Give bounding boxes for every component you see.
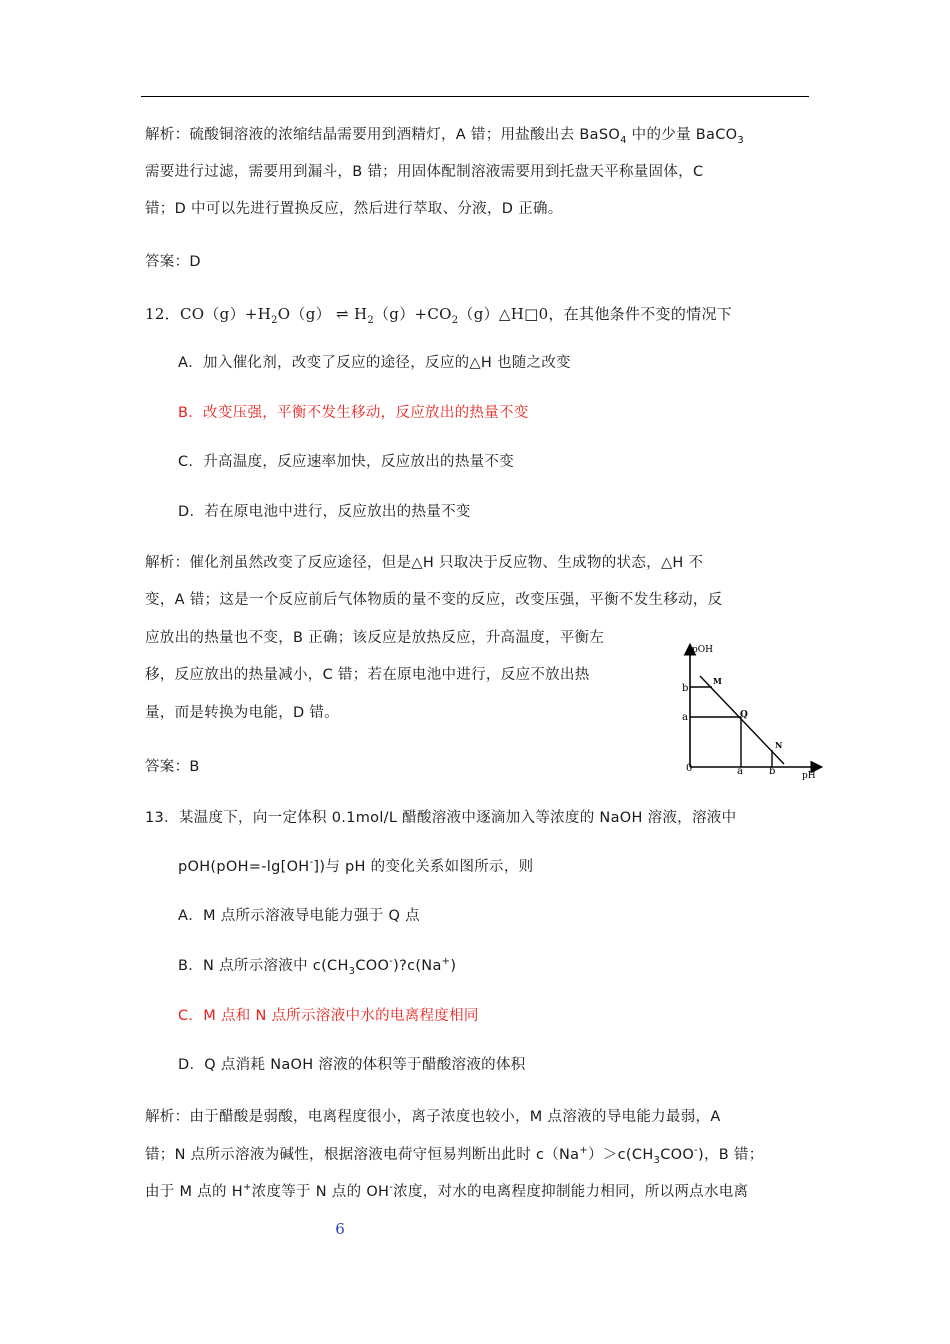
explanation-12-line-1: 解析：催化剂虽然改变了反应途径，但是△H 只取决于反应物、生成物的状态，△H 不 xyxy=(145,555,704,571)
header-rule xyxy=(141,96,809,97)
question-13-option-b: B．N 点所示溶液中 $c(CH_3COO^-)?c(Na^+)$ xyxy=(178,956,457,977)
y-tick-a: a xyxy=(682,712,688,723)
question-12-option-b: B．改变压强，平衡不发生移动，反应放出的热量不变 xyxy=(178,405,529,421)
question-13-stem-line-2: pOH(pOH=-lg[OH-])与 pH 的变化关系如图所示，则 xyxy=(178,857,534,875)
point-n-label: N xyxy=(775,740,783,750)
point-m-label: M xyxy=(713,676,722,686)
explanation-12-line-4: 移，反应放出的热量减小，C 错；若在原电池中进行，反应不放出热 xyxy=(145,667,590,683)
question-12-option-d: D．若在原电池中进行，反应放出的热量不变 xyxy=(178,504,471,520)
page-number: 6 xyxy=(335,1220,345,1238)
answer-12: 答案：B xyxy=(145,759,200,775)
x-axis-label: pH xyxy=(802,771,816,781)
explanation-13-line-2: 错；N 点所示溶液为碱性，根据溶液电荷守恒易判断出此时 $c(Na^+)>c(CH_3COO^-)$，B 错； xyxy=(145,1145,764,1166)
origin-label: 0 xyxy=(686,763,693,774)
question-12-option-a: A．加入催化剂，改变了反应的途径，反应的△H 也随之改变 xyxy=(178,355,571,371)
question-13-option-c: C．M 点和 N 点所示溶液中水的电离程度相同 xyxy=(178,1008,479,1024)
poh-ph-graph xyxy=(678,640,826,782)
question-13-option-a: A．M 点所示溶液导电能力强于 Q 点 xyxy=(178,908,420,924)
explanation-12-line-3: 应放出的热量也不变，B 正确；该反应是放热反应，升高温度，平衡左 xyxy=(145,630,605,646)
explanation-11-line-2: 需要进行过滤，需要用到漏斗，B 错；用固体配制溶液需要用到托盘天平称量固体，C xyxy=(145,164,704,180)
question-12-option-c: C．升高温度，反应速率加快，反应放出的热量不变 xyxy=(178,454,515,470)
point-q-label: Q xyxy=(740,710,748,720)
y-tick-b: b xyxy=(682,683,689,694)
explanation-12-line-2: 变，A 错；这是一个反应前后气体物质的量不变的反应，改变压强，平衡不发生移动，反 xyxy=(145,592,723,608)
question-13-stem-line-1: 13．某温度下，向一定体积 0.1mol/L 醋酸溶液中逐滴加入等浓度的 NaOH 溶液，溶液中 xyxy=(145,810,737,826)
explanation-12-line-5: 量，而是转换为电能，D 错。 xyxy=(145,705,339,721)
answer-11: 答案：D xyxy=(145,254,201,270)
question-13-option-d: D．Q 点消耗 NaOH 溶液的体积等于醋酸溶液的体积 xyxy=(178,1057,526,1073)
equilibrium-arrow: ⇌ xyxy=(335,305,349,323)
y-axis-label: pOH xyxy=(692,645,713,655)
x-tick-a: a xyxy=(737,766,743,777)
explanation-11-line-1: 解析：硫酸铜溶液的浓缩结晶需要用到酒精灯，A 错；用盐酸出去 BaSO$_4$ 中的少量 BaCO$_3$ xyxy=(145,127,745,146)
explanation-13-line-1: 解析：由于醋酸是弱酸，电离程度很小，离子浓度也较小，M 点溶液的导电能力最弱，A xyxy=(145,1109,721,1125)
x-tick-b: b xyxy=(769,766,776,777)
explanation-13-line-3: 由于 M 点的 H+浓度等于 N 点的 OH-浓度，对水的电离程度抑制能力相同，所以两点水电离 xyxy=(145,1182,749,1200)
question-12-stem: 12．$CO(g)+H_2O(g)$ ⇌ $H_2(g)+CO_2(g)\triangle H□0$，在其他条件不变的情况下 xyxy=(145,305,733,326)
explanation-11-line-3: 错；D 中可以先进行置换反应，然后进行萃取、分液，D 正确。 xyxy=(145,201,563,217)
